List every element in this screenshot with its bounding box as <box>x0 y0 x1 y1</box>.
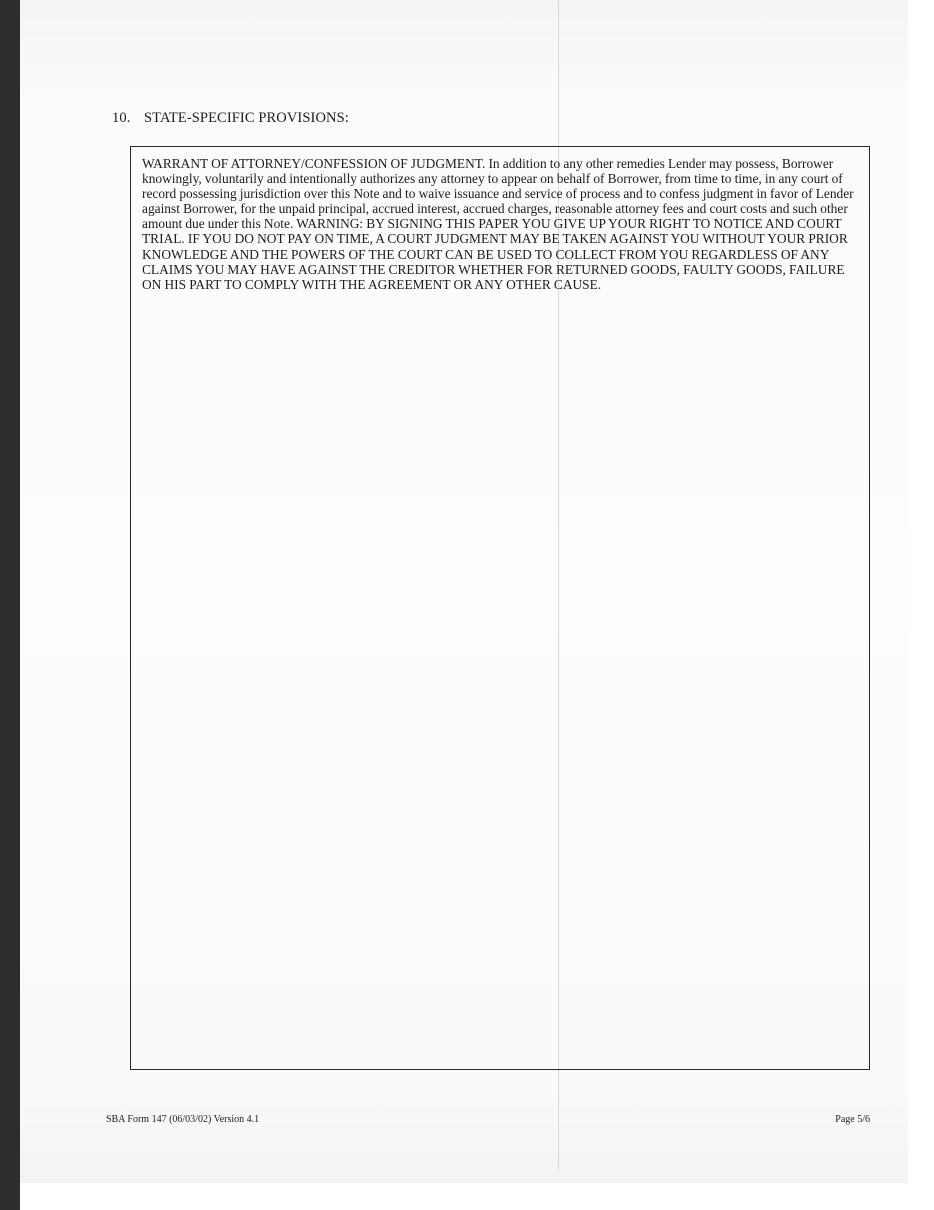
section-number: 10. <box>112 110 131 126</box>
state-provisions-box <box>130 146 870 1070</box>
form-identifier: SBA Form 147 (06/03/02) Version 4.1 <box>106 1114 260 1125</box>
scanner-edge <box>0 0 20 1210</box>
section-heading <box>112 110 349 127</box>
confession-of-judgment-clause: WARRANT OF ATTORNEY/CONFESSION OF JUDGMENT. In addition to any other remedies Lender may possess, Borrower knowingly, voluntarily and intentionally authorizes any attorney to appear on behalf of Borrower, from time to time, in any court of record possessing jurisdiction over this Note and to waive issuance and service of process and to confess judgment in favor of Lender against Borrower, for the unpaid principal, accrued interest, accrued charges, reasonable attorney fees and court costs and such other amount due under this Note. WARNING: BY SIGNING THIS PAPER YOU GIVE UP YOUR RIGHT TO NOTICE AND COURT TRIAL. IF YOU DO NOT PAY ON TIME, A COURT JUDGMENT MAY BE TAKEN AGAINST YOU WITHOUT YOUR PRIOR KNOWLEDGE AND THE POWERS OF THE COURT CAN BE USED TO COLLECT FROM YOU REGARDLESS OF ANY CLAIMS YOU MAY HAVE AGAINST THE CREDITOR WHETHER FOR RETURNED GOODS, FAULTY GOODS, FAILURE ON HIS PART TO COMPLY WITH THE AGREEMENT OR ANY OTHER CAUSE. <box>142 156 854 292</box>
page-number: Page 5/6 <box>835 1114 870 1125</box>
section-title: STATE-SPECIFIC PROVISIONS: <box>144 110 349 126</box>
